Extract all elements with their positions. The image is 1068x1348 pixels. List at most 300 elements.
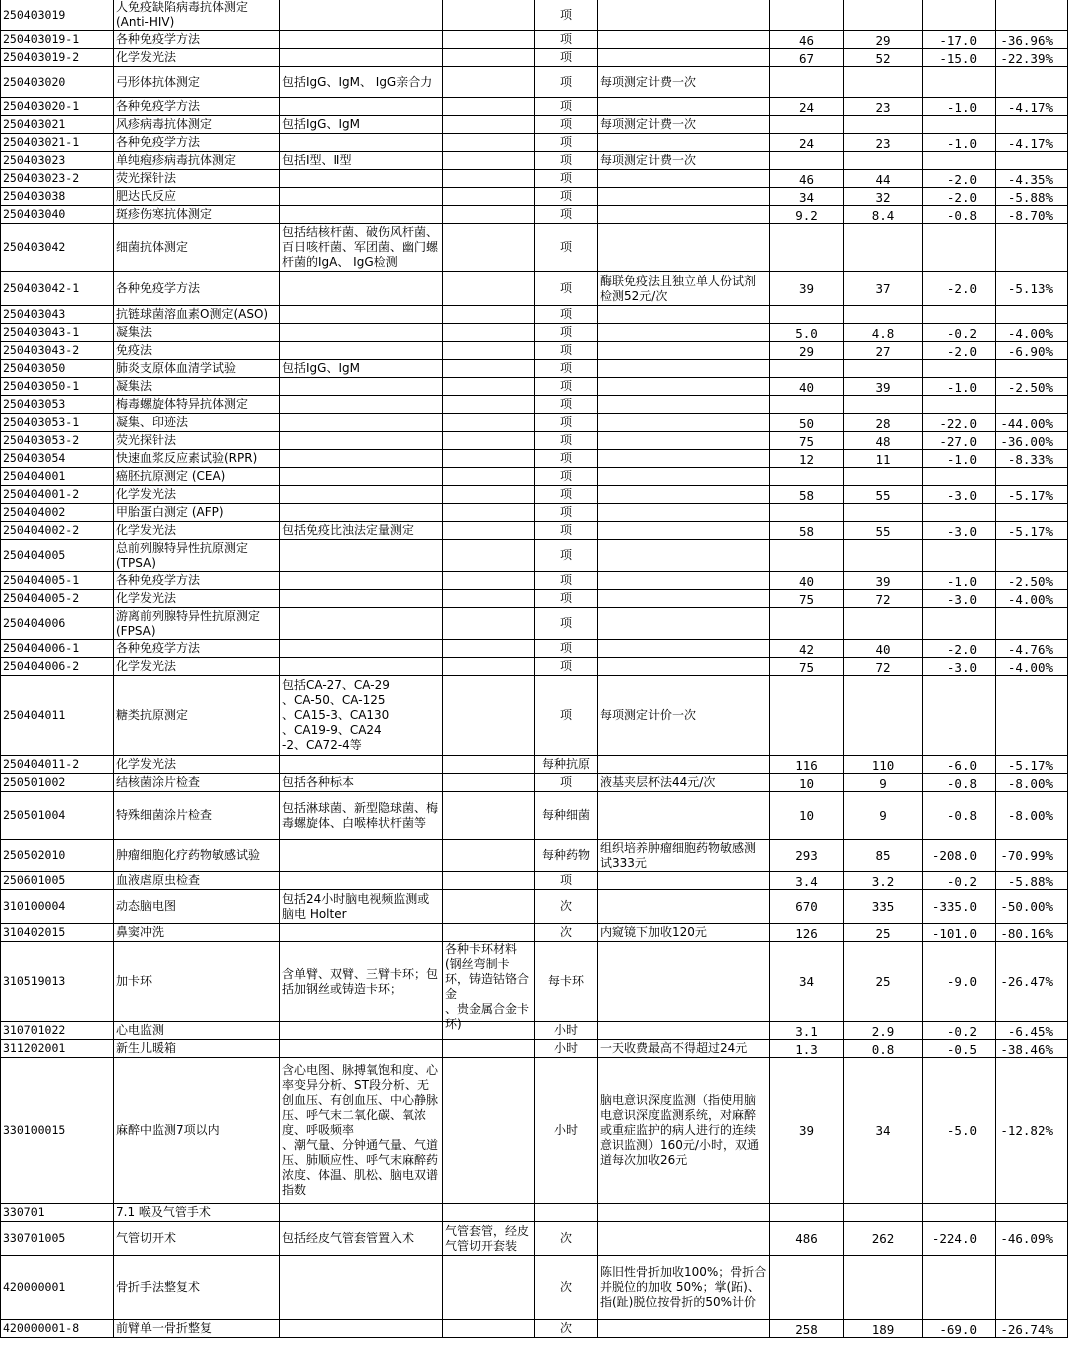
price-change: -22.0 — [939, 416, 977, 431]
price-change: -27.0 — [939, 434, 977, 449]
item-code-cell — [1, 432, 114, 450]
item-content: 包括IgG、IgM — [282, 117, 360, 131]
price-change: -0.2 — [946, 326, 977, 341]
item-code-cell — [1, 774, 114, 792]
new-price: 23 — [875, 100, 891, 115]
old-price-cell — [770, 360, 844, 378]
change-percent: -5.13% — [1007, 281, 1053, 296]
item-content-cell — [280, 1040, 443, 1058]
excluded-items-cell — [443, 1222, 535, 1256]
old-price-cell — [770, 942, 844, 1022]
unit: 项 — [559, 523, 572, 537]
change-percent: -46.09% — [1000, 1231, 1053, 1246]
excluded-items-cell — [443, 450, 535, 468]
old-price: 486 — [795, 1231, 818, 1246]
unit-cell — [535, 1204, 598, 1222]
price-change-cell — [923, 360, 996, 378]
notes: 每项测定计费一次 — [600, 153, 697, 167]
item-code: 250501004 — [3, 808, 66, 822]
item-content-cell — [280, 170, 443, 188]
unit-cell — [535, 432, 598, 450]
change-percent: -5.17% — [1007, 524, 1053, 539]
price-change-cell — [923, 942, 996, 1022]
new-price: 262 — [871, 1231, 895, 1246]
item-name: 各种免疫学方法 — [116, 32, 201, 46]
new-price-cell — [844, 468, 923, 486]
change-percent-cell — [996, 924, 1068, 942]
item-code: 250403050-1 — [3, 379, 80, 393]
notes-cell — [598, 590, 770, 608]
item-name: 弓形体抗体测定 — [116, 74, 201, 89]
unit: 项 — [559, 469, 572, 483]
price-change: -1.0 — [946, 574, 977, 589]
item-name: 各种免疫学方法 — [116, 281, 201, 295]
item-content: 包括免疫比浊法定量测定 — [282, 523, 415, 537]
old-price-cell — [770, 224, 844, 272]
new-price: 37 — [875, 281, 891, 296]
item-name: 人免疫缺陷病毒抗体测定 (Anti-HIV) — [116, 0, 249, 29]
item-name: 快速血浆反应素试验(RPR) — [116, 451, 258, 465]
new-price-cell — [844, 486, 923, 504]
item-name-cell — [114, 170, 280, 188]
item-name-cell — [114, 98, 280, 116]
old-price: 46 — [798, 172, 815, 187]
price-change: -208.0 — [931, 848, 977, 863]
unit: 项 — [559, 451, 572, 465]
item-code: 311202001 — [3, 1041, 66, 1055]
price-change-cell — [923, 0, 996, 31]
item-name-cell — [114, 360, 280, 378]
change-percent: -6.45% — [1007, 1024, 1053, 1039]
unit-cell — [535, 31, 598, 49]
change-percent: -8.33% — [1007, 452, 1053, 467]
excluded-items-cell — [443, 468, 535, 486]
old-price: 3.1 — [795, 1024, 818, 1039]
price-change-cell — [923, 49, 996, 67]
change-percent: -38.46% — [1000, 1042, 1053, 1057]
item-content-cell — [280, 1222, 443, 1256]
unit-cell — [535, 450, 598, 468]
item-name-cell — [114, 572, 280, 590]
unit-cell — [535, 170, 598, 188]
change-percent-cell — [996, 468, 1068, 486]
new-price: 11 — [875, 452, 891, 467]
item-code: 250403042-1 — [3, 281, 80, 295]
old-price-cell — [770, 890, 844, 924]
item-name: 总前列腺特异性抗原测定 (TPSA) — [116, 540, 249, 570]
notes-cell — [598, 608, 770, 640]
item-name: 前臂单一骨折整复 — [116, 1321, 213, 1335]
unit: 次 — [559, 1321, 572, 1335]
item-name: 各种免疫学方法 — [116, 99, 201, 113]
item-code-cell — [1, 188, 114, 206]
item-code-cell — [1, 324, 114, 342]
change-percent: -12.82% — [1000, 1123, 1053, 1138]
table-row — [1, 432, 1068, 450]
price-change-cell — [923, 1040, 996, 1058]
table-row — [1, 1256, 1068, 1320]
item-content-cell — [280, 224, 443, 272]
item-name-cell — [114, 890, 280, 924]
change-percent-cell — [996, 432, 1068, 450]
item-code: 250403019 — [3, 7, 66, 22]
item-code-cell — [1, 942, 114, 1022]
new-price: 34 — [875, 1123, 891, 1138]
price-change: -9.0 — [946, 974, 977, 989]
item-code-cell — [1, 486, 114, 504]
price-change-cell — [923, 188, 996, 206]
item-code-cell — [1, 206, 114, 224]
table-row — [1, 522, 1068, 540]
old-price: 39 — [798, 1123, 815, 1138]
excluded-items-cell — [443, 792, 535, 840]
price-change-cell — [923, 504, 996, 522]
item-content-cell — [280, 608, 443, 640]
item-name-cell — [114, 450, 280, 468]
change-percent-cell — [996, 1058, 1068, 1204]
change-percent-cell — [996, 206, 1068, 224]
item-content: 包括IgG、IgM、 IgG亲合力 — [282, 74, 433, 89]
notes: 内窥镜下加收120元 — [600, 925, 707, 939]
item-code: 250404011 — [3, 708, 66, 722]
price-change: -2.0 — [946, 344, 977, 359]
unit: 项 — [559, 397, 572, 411]
item-content-cell — [280, 658, 443, 676]
new-price-cell — [844, 572, 923, 590]
item-content: 包括IgG、IgM — [282, 361, 360, 375]
notes-cell — [598, 572, 770, 590]
old-price: 67 — [798, 51, 815, 66]
item-content-cell — [280, 152, 443, 170]
item-code-cell — [1, 756, 114, 774]
unit: 小时 — [553, 1023, 578, 1037]
price-change: -2.0 — [946, 172, 977, 187]
old-price-cell — [770, 486, 844, 504]
item-code: 250403019-2 — [3, 50, 80, 64]
table-row — [1, 0, 1068, 31]
item-code-cell — [1, 152, 114, 170]
old-price-cell — [770, 840, 844, 872]
notes-cell — [598, 1058, 770, 1204]
price-change-cell — [923, 306, 996, 324]
old-price: 58 — [798, 524, 815, 539]
old-price: 293 — [795, 848, 818, 863]
notes-cell — [598, 170, 770, 188]
item-content-cell — [280, 572, 443, 590]
price-change-cell — [923, 890, 996, 924]
item-name: 动态脑电图 — [116, 899, 177, 913]
item-content-cell — [280, 840, 443, 872]
item-content-cell — [280, 49, 443, 67]
item-code-cell — [1, 676, 114, 756]
item-name: 鼻窦冲洗 — [116, 925, 165, 939]
table-row — [1, 152, 1068, 170]
change-percent-cell — [996, 170, 1068, 188]
item-content: 包括CA-27、CA-29 、CA-50、CA-125 、CA15-3、CA130 、CA19-9、CA24 -2、CA72-4等 — [282, 678, 390, 752]
item-name-cell — [114, 1022, 280, 1040]
notes-cell — [598, 872, 770, 890]
old-price-cell — [770, 608, 844, 640]
unit: 项 — [559, 281, 572, 295]
item-name-cell — [114, 792, 280, 840]
old-price: 75 — [798, 660, 815, 675]
unit: 项 — [559, 189, 572, 203]
item-code-cell — [1, 31, 114, 49]
new-price-cell — [844, 872, 923, 890]
excluded-items: 各种卡环材料(钢丝弯制卡环，铸造钴铬合金 、贵金属合金卡环) — [445, 942, 530, 1031]
change-percent-cell — [996, 640, 1068, 658]
price-change: -3.0 — [946, 488, 977, 503]
item-name-cell — [114, 342, 280, 360]
item-name-cell — [114, 1204, 280, 1222]
excluded-items-cell — [443, 1040, 535, 1058]
item-content-cell — [280, 450, 443, 468]
table-row — [1, 450, 1068, 468]
new-price-cell — [844, 152, 923, 170]
old-price-cell — [770, 134, 844, 152]
item-code: 250502010 — [3, 848, 66, 862]
notes-cell — [598, 942, 770, 1022]
item-name-cell — [114, 49, 280, 67]
price-change-cell — [923, 1222, 996, 1256]
item-content-cell — [280, 924, 443, 942]
new-price-cell — [844, 98, 923, 116]
change-percent-cell — [996, 872, 1068, 890]
item-code: 250403043 — [3, 307, 66, 321]
item-code: 310402015 — [3, 925, 66, 939]
item-name: 肥达氏反应 — [116, 189, 177, 203]
new-price: 55 — [875, 524, 891, 539]
unit: 次 — [559, 899, 572, 913]
item-name: 凝集、印迹法 — [116, 415, 189, 429]
item-content: 包括经皮气管套管置入术 — [282, 1231, 415, 1245]
table-row — [1, 306, 1068, 324]
item-name-cell — [114, 224, 280, 272]
price-change-cell — [923, 590, 996, 608]
item-content: 含单臂、双臂、三臂卡环；包括加钢丝或铸造卡环； — [282, 966, 439, 996]
old-price-cell — [770, 31, 844, 49]
new-price-cell — [844, 378, 923, 396]
table-row — [1, 224, 1068, 272]
item-name-cell — [114, 1222, 280, 1256]
new-price: 72 — [875, 660, 891, 675]
unit: 项 — [559, 117, 572, 131]
item-code-cell — [1, 1022, 114, 1040]
change-percent-cell — [996, 378, 1068, 396]
excluded-items-cell — [443, 924, 535, 942]
excluded-items-cell — [443, 188, 535, 206]
item-code: 250403050 — [3, 361, 66, 375]
excluded-items-cell — [443, 504, 535, 522]
price-change-cell — [923, 134, 996, 152]
item-content: 含心电图、脉搏氧饱和度、心率变异分析、ST段分析、无创血压、有创血压、中心静脉压、呼气末二氧化碳、氧浓度、呼吸频率 、潮气量、分钟通气量、气道压、肺顺应性、呼气末麻醉药浓度、体温、肌松、脑电双谱指数 — [282, 1063, 439, 1197]
price-change: -0.8 — [946, 808, 977, 823]
change-percent-cell — [996, 324, 1068, 342]
price-change: -3.0 — [946, 660, 977, 675]
unit: 项 — [559, 775, 572, 789]
unit: 次 — [559, 925, 572, 939]
item-code: 250403021-1 — [3, 135, 80, 149]
unit: 项 — [559, 505, 572, 519]
change-percent: -4.76% — [1007, 642, 1053, 657]
unit: 项 — [559, 361, 572, 375]
item-content: 包括24小时脑电视频监测或脑电 Holter — [282, 891, 430, 921]
price-change-cell — [923, 1058, 996, 1204]
change-percent-cell — [996, 272, 1068, 306]
item-code: 250403023 — [3, 153, 66, 167]
table-row — [1, 414, 1068, 432]
new-price: 2.9 — [871, 1024, 895, 1039]
price-change-cell — [923, 414, 996, 432]
unit-cell — [535, 67, 598, 98]
item-code: 250404005-2 — [3, 591, 80, 605]
price-change: -0.8 — [946, 776, 977, 791]
price-change-cell — [923, 98, 996, 116]
item-name-cell — [114, 640, 280, 658]
price-change-cell — [923, 468, 996, 486]
item-name-cell — [114, 396, 280, 414]
new-price-cell — [844, 840, 923, 872]
old-price-cell — [770, 676, 844, 756]
item-code: 250404006 — [3, 616, 66, 630]
item-name-cell — [114, 0, 280, 31]
old-price-cell — [770, 640, 844, 658]
change-percent-cell — [996, 792, 1068, 840]
notes: 每项测定计费一次 — [600, 117, 697, 131]
price-change: -224.0 — [931, 1231, 977, 1246]
change-percent-cell — [996, 360, 1068, 378]
new-price-cell — [844, 1256, 923, 1320]
item-code: 250403040 — [3, 207, 66, 221]
item-code-cell — [1, 658, 114, 676]
old-price-cell — [770, 116, 844, 134]
item-name: 抗链球菌溶血素O测定(ASO) — [116, 307, 269, 321]
new-price-cell — [844, 1204, 923, 1222]
change-percent-cell — [996, 756, 1068, 774]
table-row — [1, 486, 1068, 504]
unit-cell — [535, 872, 598, 890]
item-name-cell — [114, 608, 280, 640]
excluded-items-cell — [443, 224, 535, 272]
old-price-cell — [770, 1256, 844, 1320]
price-change: -3.0 — [946, 592, 977, 607]
old-price: 258 — [795, 1322, 818, 1337]
price-change-cell — [923, 378, 996, 396]
old-price-cell — [770, 572, 844, 590]
old-price-cell — [770, 872, 844, 890]
change-percent-cell — [996, 774, 1068, 792]
excluded-items-cell — [443, 890, 535, 924]
change-percent: -26.47% — [1000, 974, 1053, 989]
item-name-cell — [114, 1320, 280, 1338]
item-content-cell — [280, 324, 443, 342]
table-row — [1, 272, 1068, 306]
item-content-cell — [280, 31, 443, 49]
table-row — [1, 1222, 1068, 1256]
old-price: 9.2 — [795, 208, 818, 223]
item-name: 凝集法 — [116, 379, 153, 393]
unit-cell — [535, 324, 598, 342]
unit: 项 — [559, 307, 572, 321]
price-change: -0.2 — [946, 874, 977, 889]
unit-cell — [535, 0, 598, 31]
notes: 液基夹层杯法44元/次 — [600, 775, 716, 789]
old-price-cell — [770, 152, 844, 170]
excluded-items-cell — [443, 31, 535, 49]
new-price-cell — [844, 640, 923, 658]
item-code-cell — [1, 572, 114, 590]
notes-cell — [598, 272, 770, 306]
item-name-cell — [114, 188, 280, 206]
old-price-cell — [770, 924, 844, 942]
item-content: 包括淋球菌、新型隐球菌、梅毒螺旋体、白喉棒状杆菌等 — [282, 800, 439, 830]
item-content-cell — [280, 486, 443, 504]
excluded-items-cell — [443, 872, 535, 890]
new-price: 52 — [875, 51, 891, 66]
old-price: 1.3 — [795, 1042, 818, 1057]
excluded-items-cell — [443, 272, 535, 306]
change-percent: -22.39% — [1000, 51, 1053, 66]
change-percent: -36.96% — [1000, 33, 1053, 48]
new-price-cell — [844, 1058, 923, 1204]
table-row — [1, 206, 1068, 224]
item-name-cell — [114, 272, 280, 306]
price-change-cell — [923, 1256, 996, 1320]
table-row — [1, 590, 1068, 608]
notes-cell — [598, 504, 770, 522]
item-content: 包括Ⅰ型、Ⅱ型 — [282, 153, 352, 167]
unit: 每种药物 — [541, 848, 590, 862]
item-name-cell — [114, 67, 280, 98]
old-price-cell — [770, 792, 844, 840]
notes-cell — [598, 890, 770, 924]
item-name-cell — [114, 378, 280, 396]
old-price-cell — [770, 432, 844, 450]
change-percent: -4.17% — [1007, 100, 1053, 115]
notes-cell — [598, 49, 770, 67]
item-code-cell — [1, 792, 114, 840]
notes: 每项测定计费一次 — [600, 74, 697, 89]
excluded-items-cell — [443, 522, 535, 540]
item-name-cell — [114, 840, 280, 872]
item-name: 麻醉中监测7项以内 — [116, 1123, 220, 1137]
item-content-cell — [280, 676, 443, 756]
item-code-cell — [1, 608, 114, 640]
new-price-cell — [844, 450, 923, 468]
old-price: 34 — [798, 190, 815, 205]
new-price: 189 — [871, 1322, 895, 1337]
change-percent: -5.17% — [1007, 488, 1053, 503]
item-content-cell — [280, 67, 443, 98]
item-code-cell — [1, 640, 114, 658]
price-change-cell — [923, 206, 996, 224]
price-change-cell — [923, 774, 996, 792]
notes-cell — [598, 1256, 770, 1320]
item-name: 癌胚抗原测定 (CEA) — [116, 469, 226, 483]
item-content-cell — [280, 522, 443, 540]
item-name-cell — [114, 540, 280, 572]
excluded-items-cell — [443, 396, 535, 414]
old-price: 50 — [798, 416, 815, 431]
new-price-cell — [844, 540, 923, 572]
item-name: 特殊细菌涂片检查 — [116, 808, 213, 822]
old-price: 34 — [798, 974, 815, 989]
new-price-cell — [844, 522, 923, 540]
item-name-cell — [114, 306, 280, 324]
unit-cell — [535, 116, 598, 134]
change-percent: -8.00% — [1007, 776, 1053, 791]
item-name-cell — [114, 1256, 280, 1320]
